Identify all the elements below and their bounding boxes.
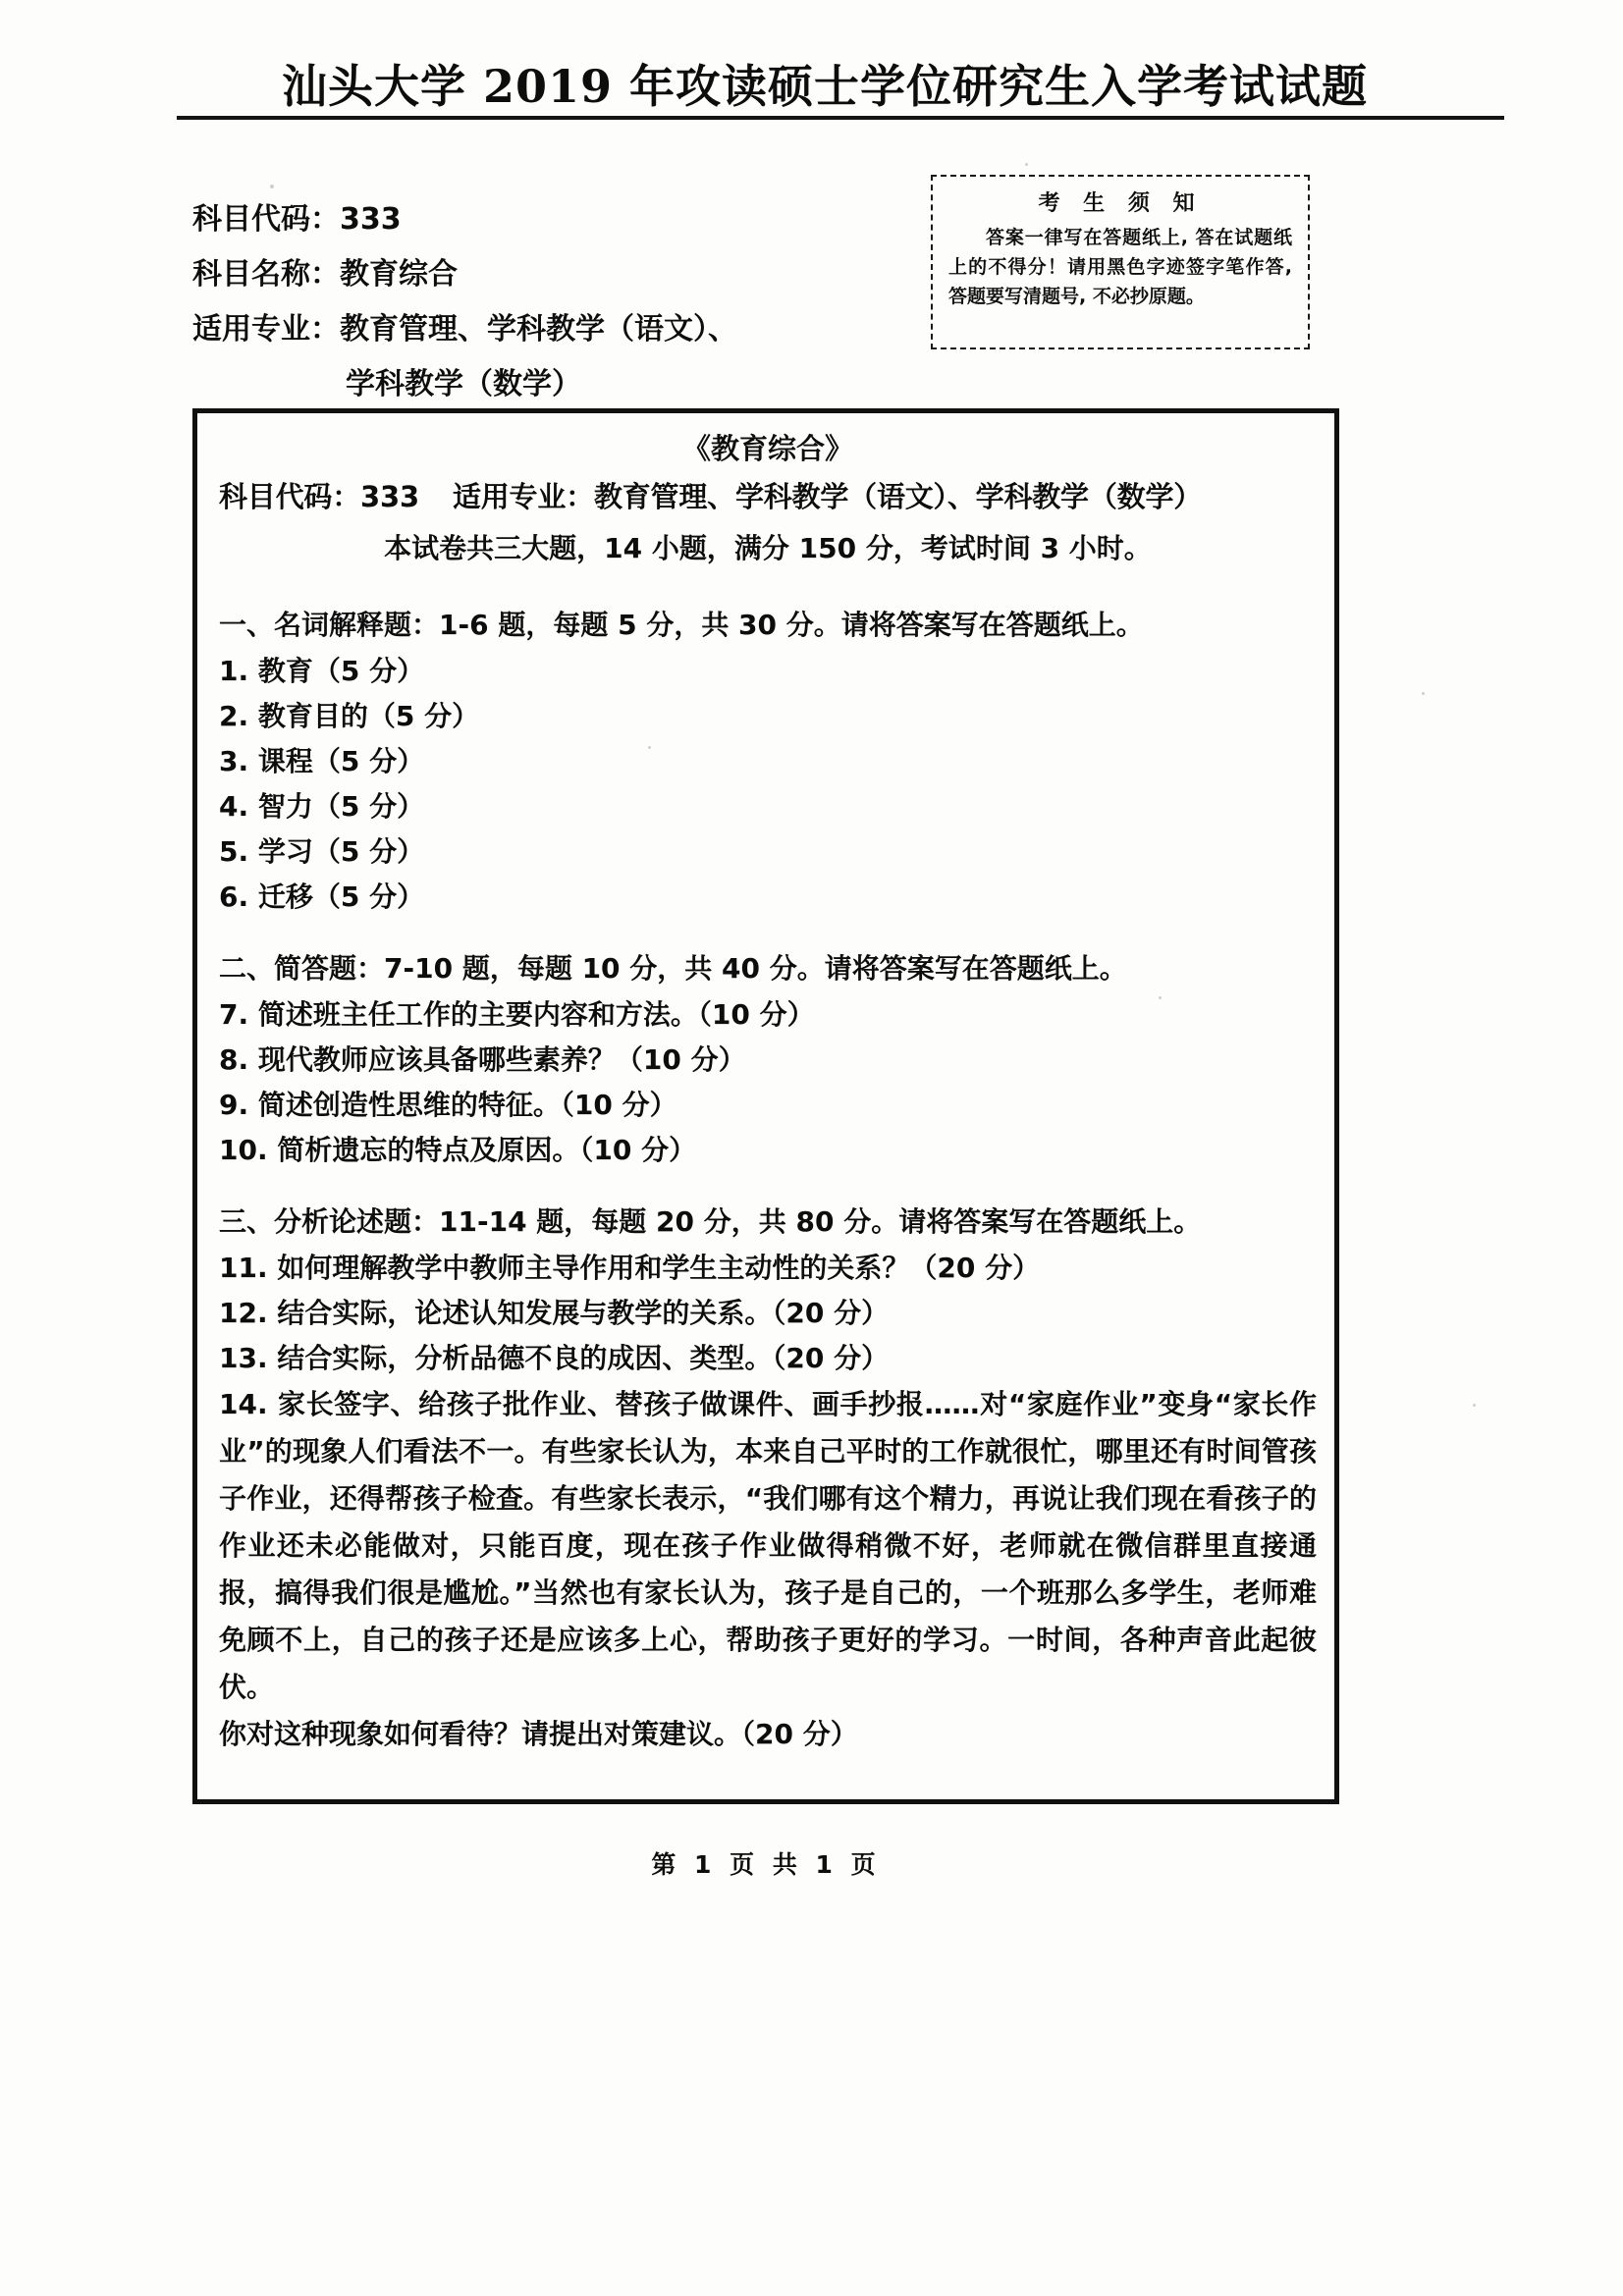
candidate-notice-box	[931, 175, 1310, 349]
question-item: 3. 课程（5 分）	[219, 745, 425, 777]
question-item: 10. 简析遗忘的特点及原因。（10 分）	[219, 1134, 697, 1166]
question-item: 11. 如何理解教学中教师主导作用和学生主动性的关系？（20 分）	[219, 1252, 1041, 1284]
scan-speck	[1025, 163, 1028, 166]
paper-summary: 本试卷共三大题，14 小题，满分 150 分，考试时间 3 小时。	[384, 532, 1152, 564]
page-title: 汕头大学 2019 年攻读硕士学位研究生入学考试试题	[281, 60, 1369, 113]
scan-speck	[270, 185, 274, 188]
section-3-heading: 三、分析论述题：11-14 题，每题 20 分，共 80 分。请将答案写在答题纸上。	[219, 1205, 1202, 1238]
page-indicator: 第 1 页 共 1 页	[651, 1850, 881, 1879]
scan-speck	[1473, 1404, 1476, 1407]
paper-subject-title: 《教育综合》	[681, 432, 853, 465]
notice-body: 答案一律写在答题纸上, 答在试题纸上的不得分！请用黑色字迹签字笔作答, 答题要写清题号, 不必抄原题。	[948, 227, 1292, 307]
question-item: 5. 学习（5 分）	[219, 835, 425, 868]
question-item: 1. 教育（5 分）	[219, 655, 425, 687]
question-item: 2. 教育目的（5 分）	[219, 700, 480, 732]
section-1	[219, 602, 1317, 920]
exam-meta-block	[192, 192, 880, 412]
exam-content-box	[192, 408, 1339, 1804]
scan-speck	[1422, 692, 1425, 695]
section-1-heading: 一、名词解释题：1-6 题，每题 5 分，共 30 分。请将答案写在答题纸上。	[219, 609, 1144, 641]
meta-major-line-2: 学科教学（数学）	[346, 367, 581, 401]
question-item: 12. 结合实际，论述认知发展与教学的关系。（20 分）	[219, 1297, 890, 1329]
question-item: 7. 简述班主任工作的主要内容和方法。（10 分）	[219, 998, 815, 1031]
question-item: 8. 现代教师应该具备哪些素养？（10 分）	[219, 1043, 746, 1076]
question-item: 4. 智力（5 分）	[219, 790, 425, 823]
essay-question-prompt: 你对这种现象如何看待？请提出对策建议。（20 分）	[219, 1718, 858, 1750]
question-item: 13. 结合实际，分析品德不良的成因、类型。（20 分）	[219, 1342, 890, 1374]
meta-subject-code: 科目代码：333	[192, 202, 402, 237]
paper-code-label: 科目代码：333	[219, 480, 419, 513]
section-2-heading: 二、简答题：7-10 题，每题 10 分，共 40 分。请将答案写在答题纸上。	[219, 952, 1127, 985]
meta-major-line-1: 适用专业：教育管理、学科教学（语文）、	[192, 312, 737, 347]
section-2	[219, 945, 1317, 1173]
notice-title: 考 生 须 知	[1038, 191, 1203, 216]
meta-subject-name: 科目名称：教育综合	[192, 257, 458, 292]
section-3	[219, 1199, 1317, 1758]
paper-major-label: 适用专业：教育管理、学科教学（语文）、学科教学（数学）	[452, 480, 1203, 513]
essay-question-body: 14. 家长签字、给孩子批作业、替孩子做课件、画手抄报……对“家庭作业”变身“家长作业”的现象人们看法不一。有些家长认为，本来自己平时的工作就很忙，哪里还有时间管孩子作业，还得帮孩子检查。有些家长表示，“我们哪有这个精力，再说让我们现在看孩子的作业还未必能做对，只能百度，现在孩子作业做得稍微不好，老师就在微信群里直接通报，搞得我们很是尴尬。”当然也有家长认为，孩子是自己的，一个班那么多学生，老师难免顾不上，自己的孩子还是应该多上心，帮助孩子更好的学习。一时间，各种声音此起彼伏。	[219, 1388, 1317, 1703]
paper-code-and-major	[219, 472, 1317, 521]
title-divider	[177, 116, 1504, 120]
question-item: 6. 迁移（5 分）	[219, 881, 425, 913]
question-item: 9. 简述创造性思维的特征。（10 分）	[219, 1089, 677, 1121]
